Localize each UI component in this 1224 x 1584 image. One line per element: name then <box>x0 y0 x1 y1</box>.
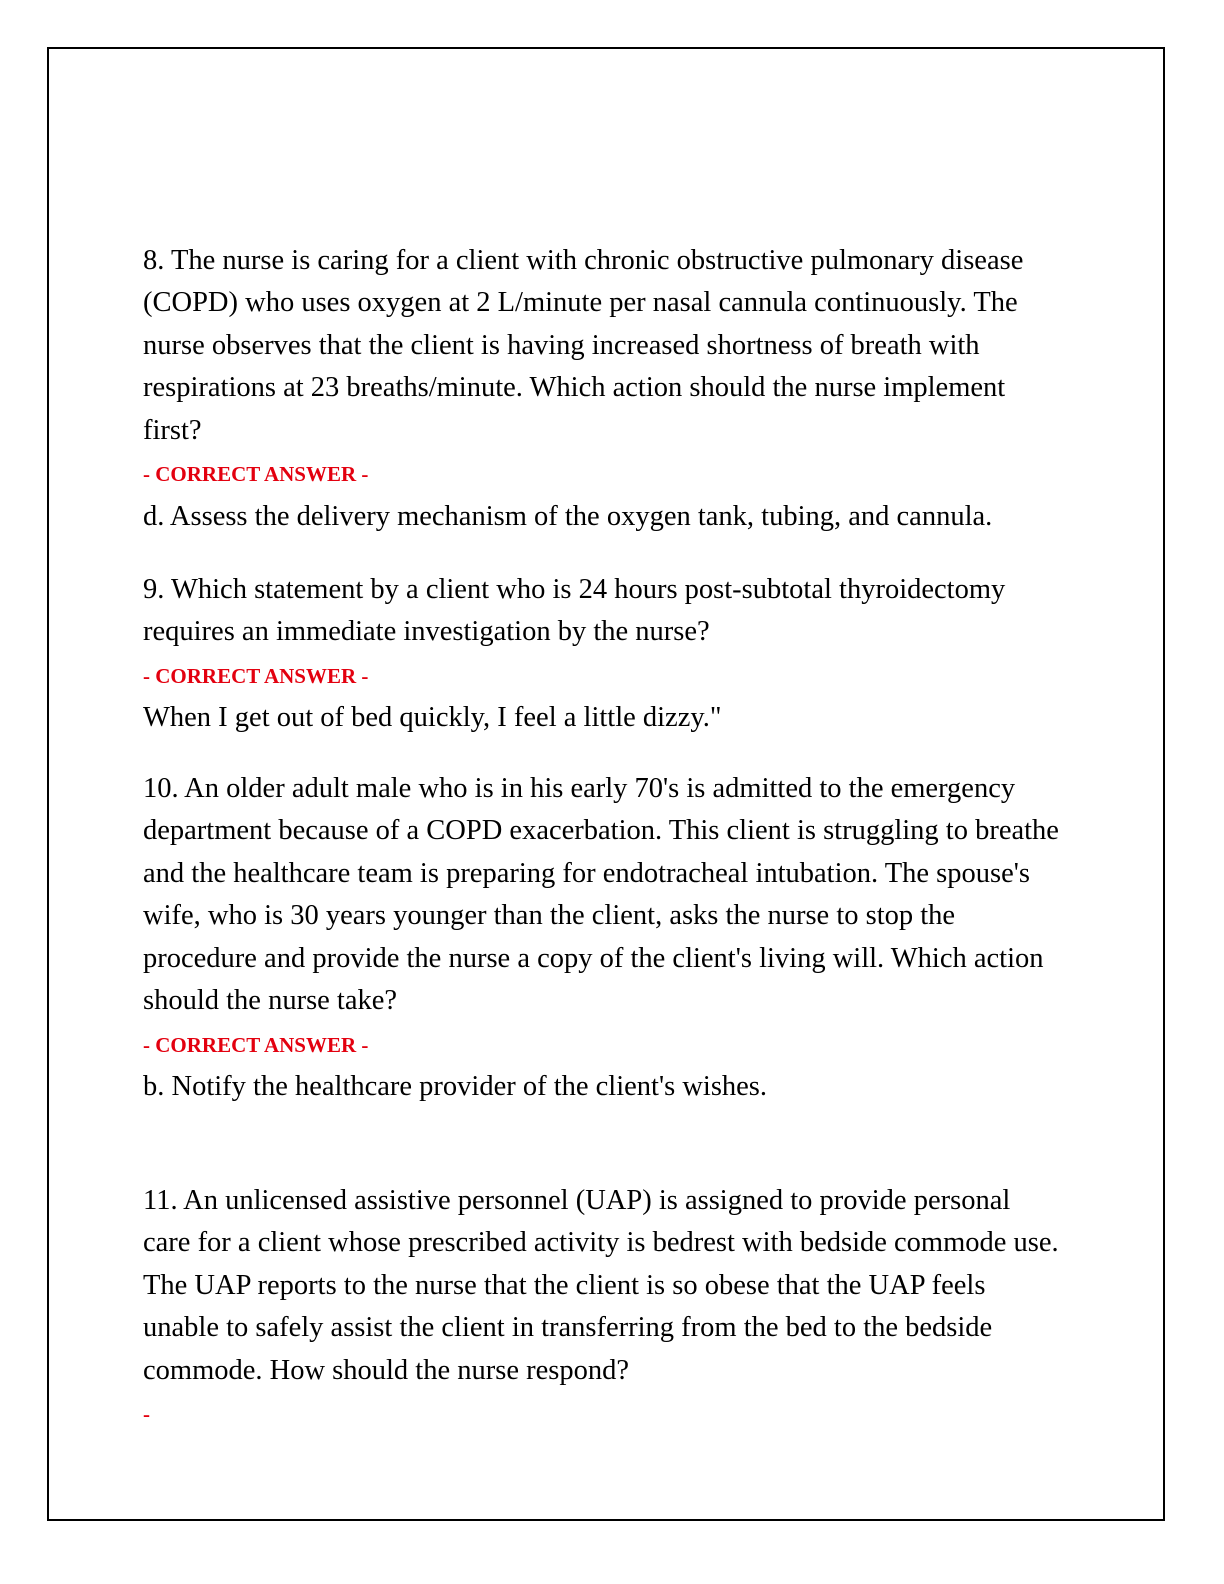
question-8-text: 8. The nurse is caring for a client with chronic obstructive pulmonary disease (COPD) who uses oxygen at 2 L/minute per nasal cannula continuously. The nurse observes that the client is having increased shortness of breath with respirations at 23 breaths/minute. Which action should the nurse implement first? <box>143 244 1024 446</box>
question-10-answer: b. Notify the healthcare provider of the client's wishes. <box>143 1071 768 1102</box>
question-11 <box>143 1137 1063 1478</box>
question-11-answer-marker: - <box>143 1402 150 1426</box>
question-9 <box>143 526 1063 740</box>
question-8 <box>143 197 1063 538</box>
question-8-answer-marker: - CORRECT ANSWER - <box>143 462 369 486</box>
question-10-answer-marker: - CORRECT ANSWER - <box>143 1032 369 1057</box>
question-9-answer-marker: - CORRECT ANSWER - <box>143 663 369 688</box>
question-9-answer: When I get out of bed quickly, I feel a little dizzy." <box>143 702 722 733</box>
question-10-text: 10. An older adult male who is in his early 70's is admitted to the emergency department because of a COPD exacerbation. This client is struggling to breathe and the healthcare team is preparing for endotracheal intubation. The spouse's wife, who is 30 years younger than the client, asks the nurse to stop the procedure and provide the nurse a copy of the client's living will. Which action should the nurse take? <box>143 772 1059 1016</box>
question-11-text: 11. An unlicensed assistive personnel (UAP) is assigned to provide personal care for a client whose prescribed activity is bedrest with bedside commode use. The UAP reports to the nurse that the client is so obese that the UAP feels unable to safely assist the client in transferring from the bed to the bedside commode. How should the nurse respond? <box>143 1184 1059 1386</box>
question-9-text: 9. Which statement by a client who is 24 hours post-subtotal thyroidectomy requires an immediate investigation by the nurse? <box>143 573 1006 647</box>
question-10 <box>143 725 1063 1109</box>
question-8-answer: d. Assess the delivery mechanism of the oxygen tank, tubing, and cannula. <box>143 500 993 532</box>
